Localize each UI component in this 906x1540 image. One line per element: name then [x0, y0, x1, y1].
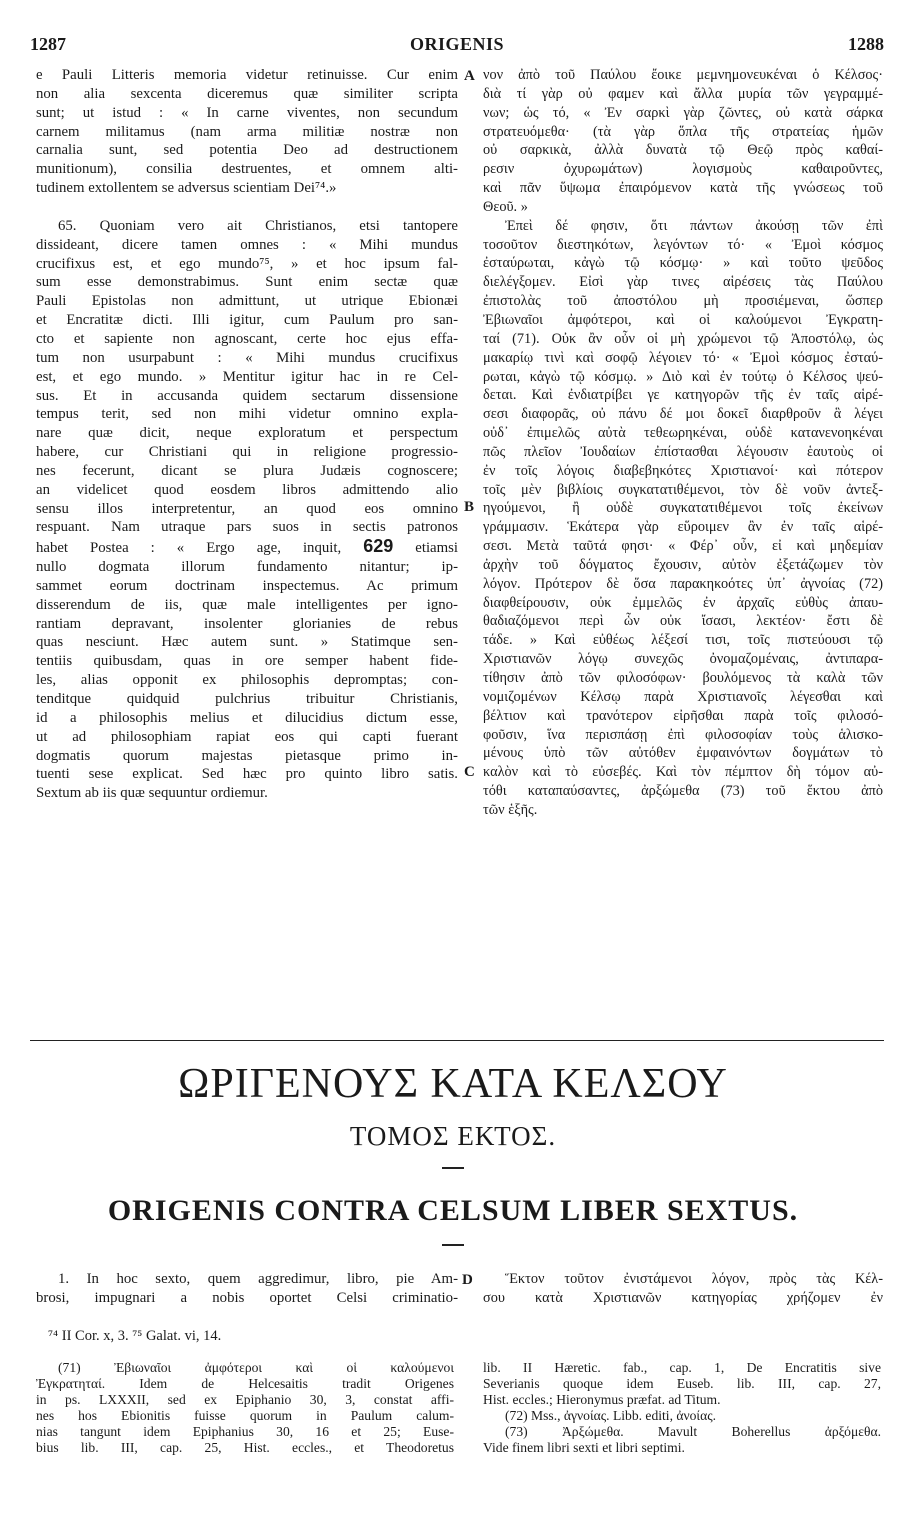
margin-marker-c: C	[464, 764, 475, 780]
greek-line: Ἕκτον τοῦτον ἐνιστάμενοι λόγον, πρὸς τὰς Κέλ-	[505, 1271, 883, 1287]
greek-line: διαφθείρουσιν, οὐκ ἐμμελῶς ἐν ἀρχαῖς εὐθὺς ἀπαυ-	[483, 594, 883, 611]
latin-text: habet Postea : « Ergo age, inquit,	[36, 540, 342, 557]
footnote-line: Ἐγκρατηταί. Idem de Helcesaitis tradit Origenes	[36, 1376, 454, 1391]
latin-line: nes fecerunt, dicant se plura Judæis cognoscere;	[36, 462, 458, 479]
greek-line: βέλτιον καὶ τρανότερον εἰρῆσθαι παρὰ τοῖς φιλοσό-	[483, 707, 883, 724]
latin-line: sensu illos interpretentur, an quod eos omnino	[36, 500, 458, 517]
greek-line: ρωται, κἀγὼ τῷ κόσμῳ. » Διὸ καὶ ἐν τούτῳ ὁ Κέλσος ψεύ-	[483, 368, 883, 385]
latin-line: quas nesciunt. Hæc autem sunt. » Statimque sen-	[36, 634, 458, 651]
greek-line: διελέγξομεν. Εἰσὶ γὰρ τινες αἱρέσεις τὰς Παύλου	[483, 274, 883, 291]
greek-title: ΩΡΙΓΕΝΟΥΣ ΚΑΤΑ ΚΕΛΣΟΥ	[178, 1061, 728, 1107]
greek-line: Ἐπεὶ δέ φησιν, ὅτι πάντων ἀκούσῃ τῶν ἐπὶ	[505, 217, 883, 234]
greek-line: γράμμασιν. Ἑκάτερα γὰρ εὕροιμεν ἂν ἐν ταῖς αἱρέ-	[483, 519, 883, 536]
latin-text: etiamsi	[415, 540, 459, 557]
latin-line: 65. Quoniam vero ait Christianos, etsi tantopere	[58, 217, 458, 234]
latin-line: nare quæ dicit, neque exploratum et perspectum	[36, 425, 458, 442]
footnote-line: (71) Ἐβιωναῖοι ἀμφότεροι καὶ οἱ καλούμενοι	[58, 1360, 454, 1375]
latin-line: carnem militamus (nam arma militiæ nostræ non	[36, 123, 458, 140]
greek-line: σου κατὰ Χριστιανῶν κατηγορίας χρήζομεν ἐν	[483, 1289, 883, 1306]
latin-line: disserendum de iis, quæ male intelligentes per igno-	[36, 596, 458, 613]
latin-line: id a philosophis melius et dilucidius dictum esse,	[36, 709, 458, 726]
latin-line: tuenti sese explicat. Sed hæc pro quinto libro satis.	[36, 766, 458, 783]
greek-line: καὶ πᾶν ὕψωμα ἐπαιρόμενον κατὰ τῆς γνώσεως τοῦ	[483, 180, 883, 197]
latin-line: sus. Et in accusanda quidem sectarum dissensione	[36, 387, 458, 404]
latin-line: habere, cur Christiani qui in religione progressio-	[36, 444, 458, 461]
greek-line: ρεσιν ὀχυρωμάτων) λογισμοὺς καθαιροῦντες,	[483, 161, 883, 178]
latin-line: non alia sexcenta diceremus quæ similiter scripta	[36, 85, 458, 102]
greek-line: θαδιαζόμενοι περὶ ὧν οὐκ ἴσασι, λεκτέον· ἔστι δὲ	[483, 613, 883, 630]
latin-title: ORIGENIS CONTRA CELSUM LIBER SEXTUS.	[107, 1194, 799, 1227]
greek-line: ἐν τοῖς λόγοις διαβεβηκότες Χριστιανοί· καὶ πότερον	[483, 462, 883, 479]
footnote-line: nias tangunt idem Epiphanius 30, 16 et 25; Euse-	[36, 1424, 454, 1439]
footnote-line: Severianis quoque idem Euseb. lib. III, cap. 27,	[483, 1376, 881, 1391]
greek-line: ἀρχὴν τοῦ δόγματος ἔχουσιν, αὐτὸν ἐξετάζωμεν τὸν	[483, 556, 883, 573]
scripture-references: ⁷⁴ II Cor. x, 3. ⁷⁵ Galat. vi, 14.	[48, 1328, 222, 1344]
greek-line: Ἐβιωναῖοι ἀμφότεροι, καὶ οἱ καλούμενοι Ἐγκρατη-	[483, 311, 883, 328]
latin-line: munitionum), consilia destruentes, et omnem alti-	[36, 161, 458, 178]
latin-line: an videlicet quod eosdem libros admittendo alio	[36, 481, 458, 498]
margin-marker-a: A	[464, 68, 475, 84]
latin-line: est, et ego mundo. » Mentitur igitur hac in re Cel-	[36, 368, 458, 385]
latin-line: tenditque quidquid pulchrius tribuitur Christianis,	[36, 691, 458, 707]
latin-column	[36, 66, 458, 803]
greek-line: οὐδ᾽ ἐπιμελῶς αὐτὰ τεθεωρηκέναι, οὐδὲ κατανενοηκέναι	[483, 425, 883, 442]
greek-line: πῶς πλεῖον Ἰουδαίων ἐπίστασθαι λέγουσιν ἑαυτοὺς οἱ	[483, 443, 883, 460]
latin-line: Sextum ab iis quæ sequuntur ordiemur.	[36, 785, 268, 802]
greek-line: τοσοῦτον διεστηκότων, λεγόντων τό· « Ἐμοὶ κόσμος	[483, 236, 883, 253]
greek-line: νον ἀπὸ τοῦ Παύλου ἔοικε μεμνημονευκέναι ὁ Κέλσος·	[483, 67, 883, 83]
footnote-line: Vide finem libri sexti et libri septimi.	[483, 1440, 685, 1455]
latin-line: sunt; ut istud : « In carne viventes, non secundum	[36, 104, 458, 121]
latin-line: Pauli Epistolas non admittunt, ut utrique Ebionæi	[36, 293, 458, 310]
latin-line: nullo dogmata illorum fundamento nitantur; ip-	[36, 559, 458, 576]
latin-line: respuant. Nam utraque pars suos in sectis patronos	[36, 519, 458, 536]
title-ornament-rule	[442, 1167, 464, 1169]
greek-line: τοῖς μὲν βιβλίοις συγκατατιθέμενοι, τὸν δὲ νοῦν ἀντεξ-	[483, 481, 883, 498]
latin-line: les, alias opponit ex philosophis depromptas; con-	[36, 672, 458, 689]
latin-line: carnalia sunt, sed potentia Deo ad destructionem	[36, 142, 458, 159]
greek-line: τίθησιν ἀπὸ τῶν φιλοσόφων· βουλόμενος τὰ καλὰ τῶν	[483, 670, 883, 686]
footnotes-right	[483, 1360, 881, 1456]
book6-latin	[36, 1270, 458, 1308]
footnote-line: nes hos Ebionitis fuisse quorum in Paulum calum-	[36, 1408, 454, 1423]
greek-line: διὰ τί γὰρ οὐ φαμεν καὶ ἄλλα μυρία τῶν γεγραμμέ-	[483, 85, 883, 102]
running-title: ORIGENIS	[409, 34, 505, 54]
latin-line-629	[36, 537, 458, 558]
latin-line: cto et sapiente non agnoscant, certe hoc ejus effa-	[36, 330, 458, 347]
footnote-line: bius lib. III, cap. 25, Hist. eccles., et Theodoretus	[36, 1440, 454, 1455]
footnote-line: (72) Mss., ἀγνοίας. Libb. editi, ἀνοίας.	[505, 1408, 716, 1423]
margin-marker-d: D	[462, 1272, 473, 1288]
greek-line: καλὸν καὶ τὸ εὐσεβές. Καὶ τὸν πέμπτον δὴ τόμον αὐ-	[483, 764, 883, 781]
greek-line: μένους ὑπὸ τῶν αὐτόθεν ἐμφαινόντων δογμάτων τὸ	[483, 745, 883, 762]
running-header	[30, 34, 884, 58]
latin-line: tudinem extollentem se adversus scientiam Dei⁷⁴.»	[36, 180, 337, 197]
page-number-right: 1288	[848, 34, 884, 54]
title-ornament-rule	[442, 1244, 464, 1246]
latin-line: tentiis quibusdam, quas in ore semper habent fide-	[36, 653, 458, 670]
latin-line: 1. In hoc sexto, quem aggredimur, libro, pie Am-	[58, 1271, 458, 1287]
greek-line: τάδε. » Καὶ εὐθέως λέξεσί τισι, τοῖς πιστεύουσι τῷ	[483, 632, 883, 649]
greek-column	[483, 66, 883, 820]
footnote-line: Hist. eccles.; Hieronymus præfat. ad Titum.	[483, 1392, 721, 1407]
book6-greek	[483, 1270, 883, 1308]
footnote-line: in ps. LXXXII, sed ex Epiphanio 30, 3, constat affi-	[36, 1392, 454, 1407]
latin-line: sum esse demonstrabimus. Sunt enim sectæ quæ	[36, 274, 458, 291]
greek-line: ταί (71). Οὐκ ἂν οὖν οἱ μὴ χρώμενοι τῷ Ἀποστόλῳ, ὡς	[483, 330, 883, 347]
greek-line: τόθι καταπαύσαντες, ἀρξώμεθα (73) τοῦ ἕκτου ἀπὸ	[483, 783, 883, 800]
greek-line: φοῦσιν, ἵνα περισπάσῃ ἐπὶ φιλοσοφίαν τοὺς ἁλισκο-	[483, 726, 883, 743]
latin-line: brosi, impugnari a nobis oportet Celsi criminatio-	[36, 1289, 458, 1306]
latin-line: tum non usurpabunt : « Mihi mundus crucifixus	[36, 349, 458, 366]
greek-line: δεται. Καὶ ἐνδιατρίβει γε κατηγορῶν τῆς ἐν ταῖς αἱρέ-	[483, 387, 883, 404]
greek-line: νων; ὡς τό, « Ἐν σαρκὶ γὰρ ζῶντες, οὐ κατὰ σάρκα	[483, 104, 883, 121]
greek-line: οὐ σαρκικὰ, ἀλλὰ δυνατὰ τῷ Θεῷ πρὸς καθαί-	[483, 142, 883, 159]
greek-line: Χριστιανῶν λόγῳ συνεχῶς ὀνομαζομέναις, ἀντιπαρα-	[483, 651, 883, 668]
latin-line: dogmatis quorum majestas pietasque primo in-	[36, 747, 458, 764]
latin-line: sammet eorum doctrinam inspectemus. Ac primum	[36, 577, 458, 594]
latin-line: et Encratitæ dicti. Illi igitur, cum Paulum pro san-	[36, 312, 458, 329]
greek-line: ἐπιστολὰς τοῦ ἀποστόλου μὴ προσιέμεναι, ὥσπερ	[483, 293, 883, 310]
latin-line: ut ad philosophiam rapiat eos qui capti fuerant	[36, 728, 458, 745]
footnote-line: (73) Ἀρξώμεθα. Mavult Boherellus ἀρξόμεθα.	[505, 1424, 881, 1439]
latin-line: rantiam depravant, insolenter glorianies de rebus	[36, 615, 458, 632]
page-number-left: 1287	[30, 34, 66, 54]
greek-subtitle: ΤΟΜΟΣ ΕΚΤΟΣ.	[349, 1121, 557, 1151]
latin-line: dissideant, dicere tamen omnes : « Mihi mundus	[36, 236, 458, 253]
greek-line: στρατευόμεθα· (τὰ γὰρ ὅπλα τῆς στρατείας ἡμῶν	[483, 123, 883, 140]
greek-line: ἐσταύρωται, κἀγὼ τῷ κόσμῳ· » καὶ τοῦτο ψεῦδος	[483, 255, 883, 272]
greek-line: μακαρίῳ τινὶ καὶ σοφῷ λέγοιεν τό· « Ἐμοὶ κόσμος ἐσταύ-	[483, 349, 883, 366]
footnote-line: lib. II Hæretic. fab., cap. 1, De Encratitis sive	[483, 1360, 881, 1375]
footnotes-left	[36, 1360, 454, 1456]
latin-line: e Pauli Litteris memoria videtur retinuisse. Cur enim	[36, 67, 458, 83]
greek-line: σεσι. Μετὰ ταῦτά φησι· « Φέρ᾽ οὖν, εἰ καὶ μηδεμίαν	[483, 538, 883, 555]
greek-line: ηγούμενοι, ἢ οὐδὲ συγκατατιθέμενοι τοῖς ἐκείνων	[483, 500, 883, 517]
latin-line: tempus terit, sed non mihi videtur omnino expla-	[36, 406, 458, 423]
marginal-page-number: 629	[363, 536, 394, 557]
greek-line: Θεοῦ. »	[483, 198, 528, 215]
margin-marker-b: B	[464, 499, 475, 515]
latin-line: crucifixus est, et ego mundo⁷⁵, » et hoc ipsum fal-	[36, 255, 458, 272]
greek-line: νομιζομένων Κέλσῳ παρὰ Χριστιανοῖς λέγεσθαι καὶ	[483, 688, 883, 705]
section-divider	[30, 1040, 884, 1041]
greek-line: λόγον. Πρότερον δὲ ὅσα παρακηκοότες ὑπ᾽ ἀγνοίας (72)	[483, 575, 883, 592]
greek-line: σεσι διαφορᾶς, οὐ πάνυ δέ μοι δοκεῖ διαρθροῦν ἃ λέγει	[483, 406, 883, 423]
greek-line: τῶν ἑξῆς.	[483, 801, 538, 818]
